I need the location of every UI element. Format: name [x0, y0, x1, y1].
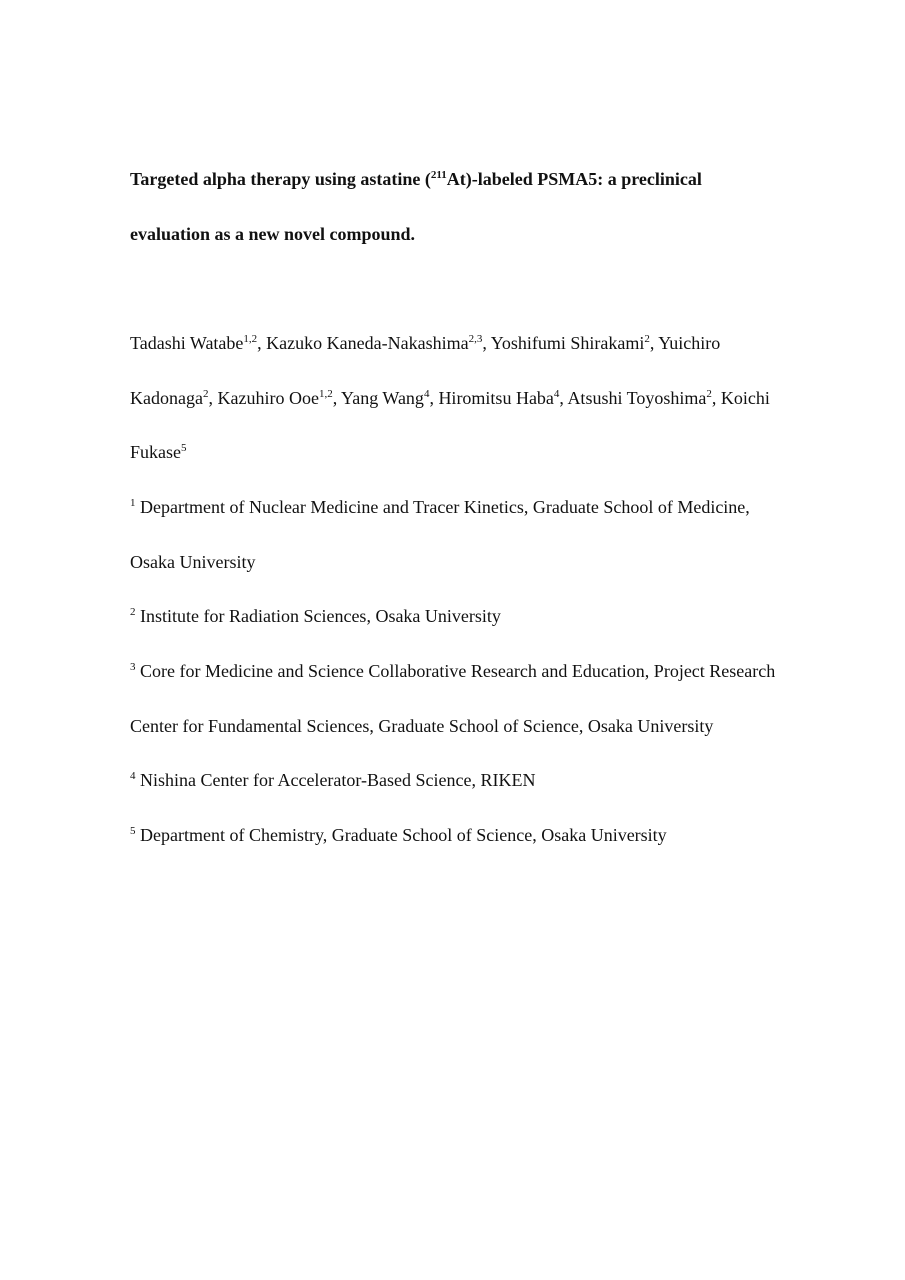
- affiliation-text: Core for Medicine and Science Collaborative Research and Education, Project Research: [135, 661, 776, 681]
- author-name: Kadonaga: [130, 388, 203, 408]
- affiliation-number: 2: [130, 606, 136, 618]
- author-name: Koichi: [720, 388, 770, 408]
- author-separator: ,: [257, 333, 267, 353]
- affiliation-4: [130, 769, 536, 791]
- affiliation-number: 1: [130, 497, 136, 509]
- author-name: Yoshifumi Shirakami: [490, 333, 645, 353]
- author-line-2: [130, 387, 770, 409]
- affiliation-1: [130, 496, 750, 518]
- author-separator: ,: [649, 333, 659, 353]
- author-affiliation-marker: 2: [644, 333, 650, 345]
- author-affiliation-marker: 4: [423, 388, 430, 400]
- author-affiliation-marker: 1,2: [318, 388, 333, 400]
- author-name: Yang Wang: [341, 388, 424, 408]
- author-name: Fukase: [130, 442, 181, 462]
- title-line-1: [130, 168, 702, 190]
- author-affiliation-marker: 4: [553, 388, 560, 400]
- affiliation-number: 4: [130, 770, 136, 782]
- affiliation-3: [130, 660, 775, 682]
- affiliation-text: Nishina Center for Accelerator-Based Science, RIKEN: [135, 770, 536, 790]
- title-suffix: At)-labeled PSMA5: a preclinical: [446, 169, 702, 189]
- author-name: Yuichiro: [658, 333, 721, 353]
- author-separator: ,: [482, 333, 491, 353]
- author-separator: ,: [711, 388, 721, 408]
- author-separator: ,: [559, 388, 568, 408]
- author-affiliation-marker: 5: [181, 442, 187, 454]
- affiliation-text: Department of Nuclear Medicine and Tracer Kinetics, Graduate School of Medicine,: [135, 497, 750, 517]
- affiliation-text: Institute for Radiation Sciences, Osaka University: [135, 606, 501, 626]
- author-affiliation-marker: 2: [202, 388, 209, 400]
- title-line-2: evaluation as a new novel compound.: [130, 224, 416, 244]
- author-line-3: [130, 441, 187, 463]
- isotope-superscript: 211: [430, 169, 447, 181]
- author-name: Hiromitsu Haba: [438, 388, 554, 408]
- author-affiliation-marker: 2: [706, 388, 712, 400]
- author-affiliation-marker: 2,3: [468, 333, 483, 345]
- author-separator: ,: [332, 388, 342, 408]
- affiliation-1-continued: Osaka University: [130, 552, 256, 572]
- author-affiliation-marker: 1,2: [243, 333, 258, 345]
- author-separator: ,: [429, 388, 439, 408]
- affiliation-number: 3: [130, 661, 136, 673]
- affiliation-3-continued: Center for Fundamental Sciences, Graduate School of Science, Osaka University: [130, 716, 714, 736]
- affiliation-5: [130, 824, 667, 846]
- author-separator: ,: [208, 388, 218, 408]
- title-prefix: Targeted alpha therapy using astatine (: [130, 169, 431, 189]
- author-line-1: [130, 332, 720, 354]
- affiliation-number: 5: [130, 825, 136, 837]
- author-name: Kazuhiro Ooe: [217, 388, 319, 408]
- author-name: Atsushi Toyoshima: [567, 388, 707, 408]
- affiliation-text: Department of Chemistry, Graduate School of Science, Osaka University: [135, 825, 667, 845]
- affiliation-2: [130, 605, 501, 627]
- author-name: Tadashi Watabe: [130, 333, 244, 353]
- author-name: Kazuko Kaneda-Nakashima: [266, 333, 469, 353]
